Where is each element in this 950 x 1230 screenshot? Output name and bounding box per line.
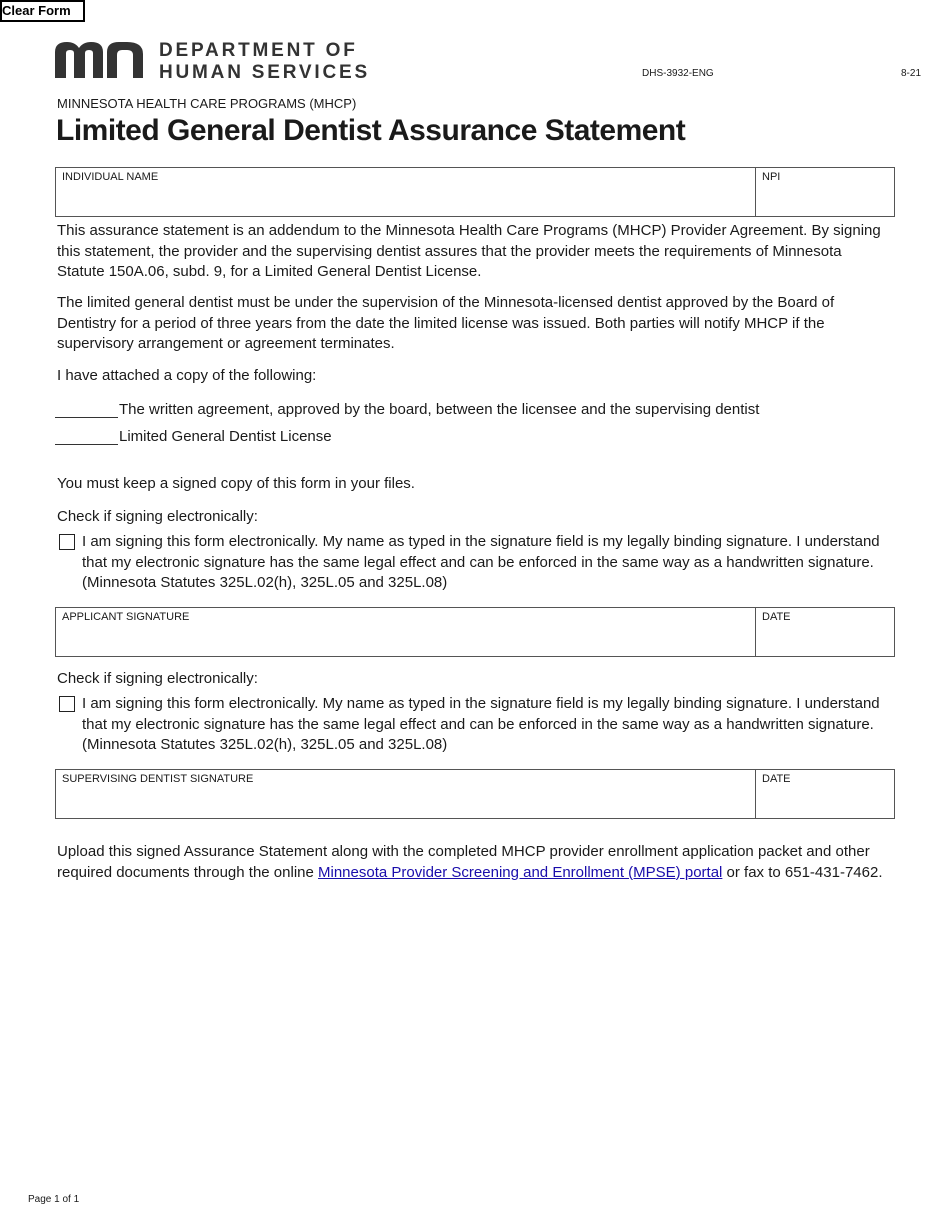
attached-intro: I have attached a copy of the following:	[57, 367, 317, 384]
attach-item2-blank[interactable]	[55, 444, 118, 445]
logo-line1: DEPARTMENT OF	[159, 40, 358, 61]
individual-name-cell	[56, 168, 756, 216]
applicant-signature-cell	[56, 608, 756, 656]
npi-label: NPI	[762, 171, 781, 183]
supervisor-signature-input[interactable]	[62, 785, 749, 809]
supervisor-signature-row	[55, 769, 895, 819]
page-number: Page 1 of 1	[28, 1194, 80, 1205]
program-name: MINNESOTA HEALTH CARE PROGRAMS (MHCP)	[57, 96, 357, 111]
supervisor-check-label: Check if signing electronically:	[57, 670, 258, 687]
applicant-signature-row	[55, 607, 895, 657]
supervision-paragraph	[57, 293, 892, 355]
applicant-date-cell	[756, 608, 894, 656]
paragraph-addendum: This assurance statement is an addendum to the Minnesota Health Care Programs (MHCP) Provider Agreement. By signing this statement, the provider and the supervising dentist assures that the provider meets the requirements of Minnesota Statute 150A.06, subd. 9, for a Limited General Dentist License.	[57, 222, 881, 280]
individual-name-input[interactable]	[62, 183, 749, 207]
applicant-check-label: Check if signing electronically:	[57, 508, 258, 525]
form-number: DHS-3932-ENG	[642, 68, 714, 79]
npi-input[interactable]	[762, 183, 888, 207]
clear-form-button[interactable]: Clear Form	[0, 0, 85, 22]
applicant-date-label: DATE	[762, 611, 791, 623]
keep-copy-notice: You must keep a signed copy of this form in your files.	[57, 475, 415, 492]
mpse-portal-link[interactable]: Minnesota Provider Screening and Enrollment (MPSE) portal	[318, 863, 723, 881]
page-title: Limited General Dentist Assurance Statement	[56, 114, 686, 147]
attach-item1-blank[interactable]	[55, 417, 118, 418]
individual-name-label: INDIVIDUAL NAME	[62, 171, 159, 183]
applicant-signature-label: APPLICANT SIGNATURE	[62, 611, 190, 623]
supervisor-esign-checkbox[interactable]	[59, 696, 75, 712]
applicant-date-input[interactable]	[762, 623, 888, 647]
supervisor-date-cell	[756, 770, 894, 818]
dhs-logo	[55, 38, 380, 82]
revision-date: 8-21	[901, 68, 922, 79]
applicant-signature-input[interactable]	[62, 623, 749, 647]
upload-instructions	[57, 842, 892, 883]
attach-item2-text: Limited General Dentist License	[119, 428, 332, 445]
supervisor-date-label: DATE	[762, 773, 791, 785]
mn-logo-icon	[55, 38, 380, 82]
supervisor-esign-text: I am signing this form electronically. My name as typed in the signature field is my legally binding signature. I understand that my electronic signature has the same legal effect and can be enforced in the same way as a handwritten signature. (Minnesota Statutes 325L.02(h), 325L.05 and 325L.08)	[82, 695, 880, 753]
intro-paragraph	[57, 221, 892, 283]
supervisor-date-input[interactable]	[762, 785, 888, 809]
supervisor-signature-cell	[56, 770, 756, 818]
name-npi-row	[55, 167, 895, 217]
upload-text-post: or fax to 651-431-7462.	[722, 863, 883, 881]
logo-line2: HUMAN SERVICES	[159, 62, 370, 82]
applicant-esign-text: I am signing this form electronically. My name as typed in the signature field is my legally binding signature. I understand that my electronic signature has the same legal effect and can be enforced in the same way as a handwritten signature. (Minnesota Statutes 325L.02(h), 325L.05 and 325L.08)	[82, 533, 880, 591]
supervisor-signature-label: SUPERVISING DENTIST SIGNATURE	[62, 773, 254, 785]
applicant-esign-checkbox[interactable]	[59, 534, 75, 550]
attach-item1-text: The written agreement, approved by the board, between the licensee and the supervising dentist	[119, 401, 760, 418]
paragraph-supervision: The limited general dentist must be under the supervision of the Minnesota-licensed dentist approved by the Board of Dentistry for a period of three years from the date the limited license was issued. Both parties will notify MHCP if the supervisory arrangement or agreement terminates.	[57, 294, 835, 352]
npi-cell	[756, 168, 894, 216]
upload-text-pre: Upload this signed Assurance Statement along with the completed MHCP provider enrollment application packet and other required documents through the online	[57, 843, 870, 881]
